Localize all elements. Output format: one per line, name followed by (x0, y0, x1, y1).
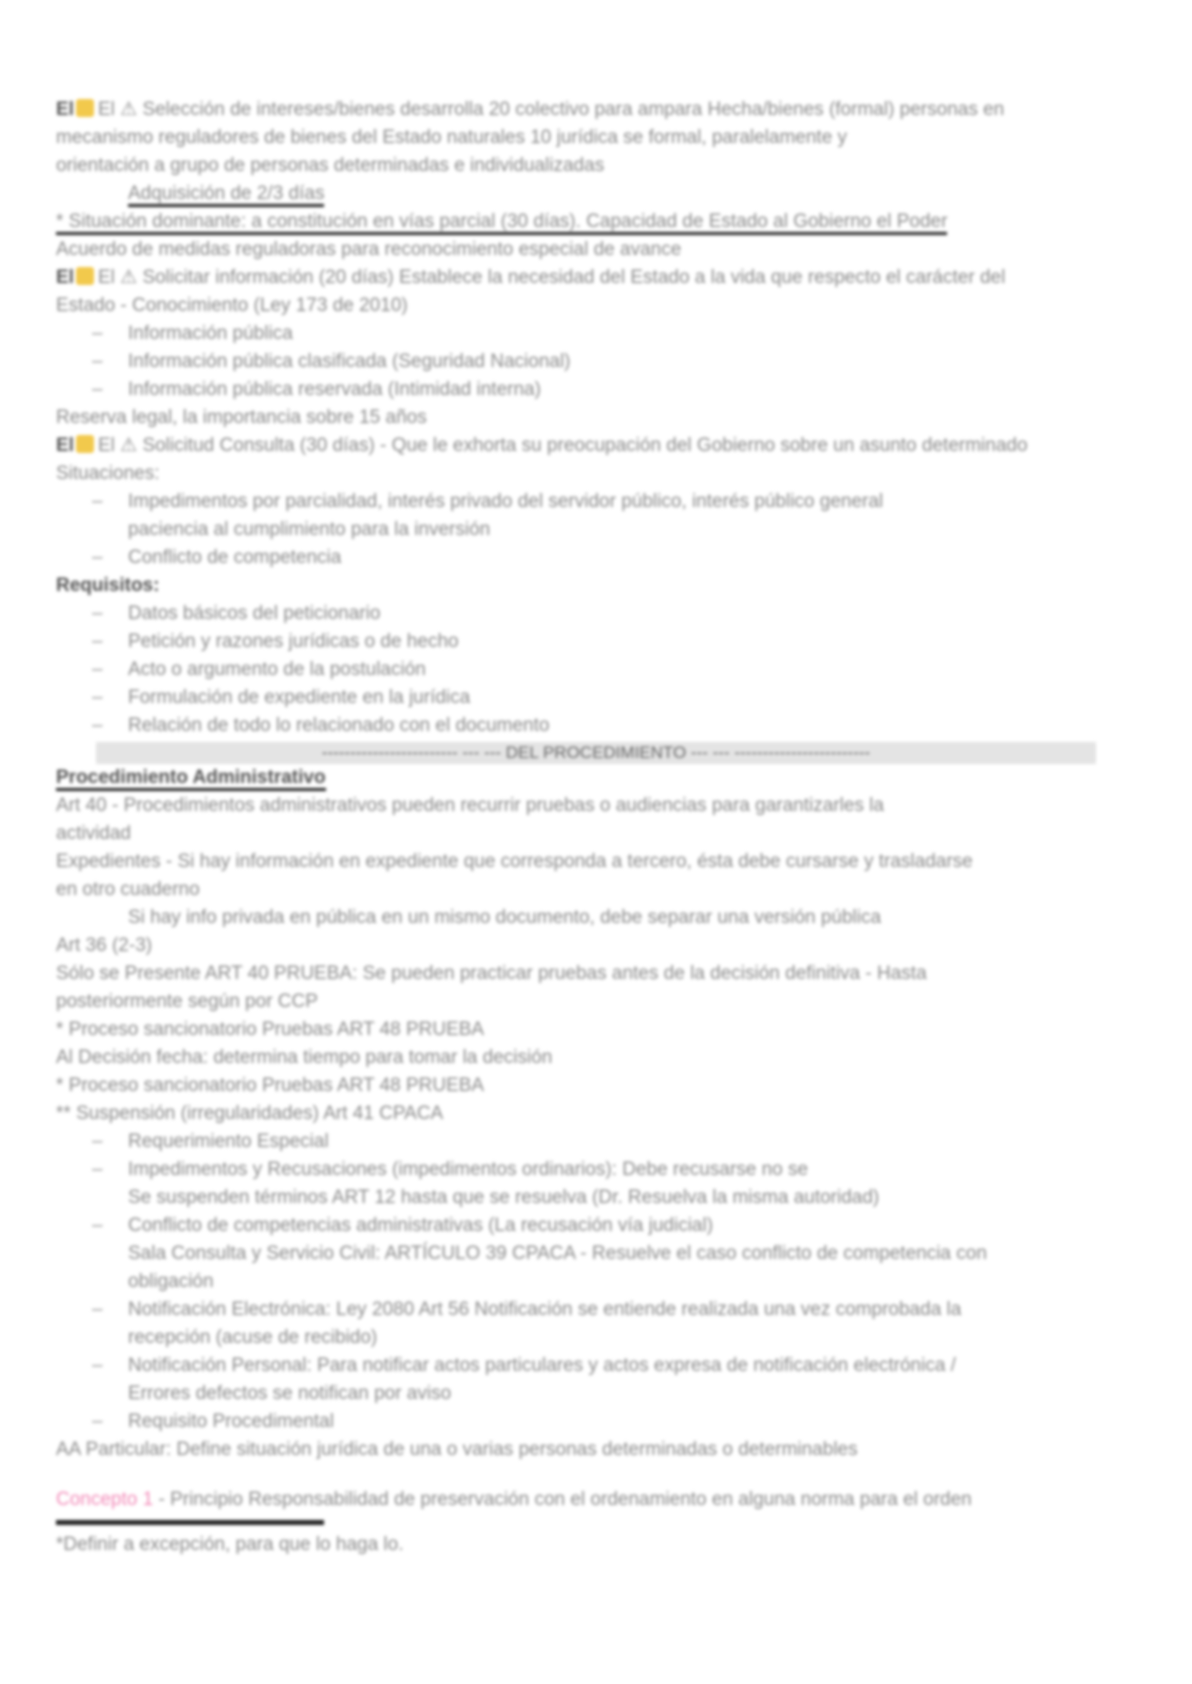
text-line: mecanismo reguladores de bienes del Estado naturales 10 jurídica se formal, paralelamente y (56, 127, 848, 148)
text-line: paciencia al cumplimiento para la inversión (128, 519, 491, 540)
text-line: Situaciones: (56, 463, 160, 484)
list-item: – Notificación Personal: Para notificar actos particulares y actos expresa de notificación electrónica / (56, 1352, 1136, 1380)
list-item: – Impedimentos y Recusaciones (impedimentos ordinarios): Debe recusarse no se (56, 1156, 1136, 1184)
text-line: El El ⚠ Selección de intereses/bienes desarrolla 20 colectivo para ampara Hecha/bienes (formal) personas en (56, 99, 1005, 120)
text-line: Si hay info privada en pública en un mismo documento, debe separar una versión pública (128, 907, 882, 928)
text-line: ** Suspensión (irregularidades) Art 41 CPACA (56, 1103, 444, 1124)
text-line: Expedientes - Si hay información en expediente que corresponda a tercero, ésta debe cursarse y trasladarse (56, 851, 973, 872)
list-item: – Información pública reservada (Intimidad interna) (56, 376, 1136, 404)
section-heading: Requisitos: (56, 575, 160, 596)
underline-rule (56, 1520, 324, 1525)
list-item: – Notificación Electrónica: Ley 2080 Art 56 Notificación se entiende realizada una vez comprobada la (56, 1296, 1136, 1324)
text-line: Reserva legal, la importancia sobre 15 años (56, 407, 427, 428)
text-line: Al Decisión fecha: determina tiempo para tomar la decisión (56, 1047, 553, 1068)
list-item: – Requerimiento Especial (56, 1128, 1136, 1156)
text-line: Sala Consulta y Servicio Civil: ARTÍCULO 39 CPACA - Resuelve el caso conflicto de competencia con (128, 1243, 987, 1264)
concept-label: Concepto 1 (56, 1489, 154, 1510)
list-item: – Formulación de expediente en la jurídica (56, 684, 1136, 712)
text-line: Estado - Conocimiento (Ley 173 de 2010) (56, 295, 408, 316)
text-line: Art 36 (2-3) (56, 935, 153, 956)
warning-icon (76, 267, 94, 285)
list-item: – Petición y razones jurídicas o de hecho (56, 628, 1136, 656)
text-line: El El ⚠ Solicitud Consulta (30 días) - Que le exhorta su preocupación del Gobierno sobre un asunto determinado (56, 435, 1028, 456)
list-item: – Conflicto de competencias administrativas (La recusación vía judicial) (56, 1212, 1136, 1240)
text-line: * Situación dominante: a constitución en vías parcial (30 días). Capacidad de Estado al Gobierno el Poder (56, 208, 1136, 236)
text-line: * Proceso sancionatorio Pruebas ART 48 PRUEBA (56, 1075, 485, 1096)
document-page (56, 96, 1136, 1559)
list-item: – Requisito Procedimental (56, 1408, 1136, 1436)
list-item: – Datos básicos del peticionario (56, 600, 1136, 628)
spacer (56, 1464, 1136, 1486)
section-heading: Procedimiento Administrativo (56, 764, 1136, 792)
list-item: – Información pública clasificada (Seguridad Nacional) (56, 348, 1136, 376)
text-line: Errores defectos se notifican por aviso (128, 1383, 452, 1404)
list-item: – Impedimentos por parcialidad, interés privado del servidor público, interés público general (56, 488, 1136, 516)
warning-icon (76, 99, 94, 117)
text-line: * Proceso sancionatorio Pruebas ART 48 PRUEBA (56, 1019, 485, 1040)
text-line: El El ⚠ Solicitar información (20 días) Establece la necesidad del Estado a la vida que respecto el carácter del (56, 267, 1006, 288)
list-item: – Relación de todo lo relacionado con el documento (56, 712, 1136, 740)
text-line: Concepto 1 - Principio Responsabilidad de preservación con el ordenamiento en alguna norma para el orden (56, 1489, 972, 1510)
list-item: – Conflicto de competencia (56, 544, 1136, 572)
text-line: obligación (128, 1271, 214, 1292)
text-line: Adquisición de 2/3 días (56, 180, 1136, 208)
list-item: – Información pública (56, 320, 1136, 348)
text-line: Sólo se Presente ART 40 PRUEBA: Se pueden practicar pruebas antes de la decisión definitiva - Hasta (56, 963, 927, 984)
warning-icon (76, 435, 94, 453)
text-line: recepción (acuse de recibido) (128, 1327, 378, 1348)
text-line: posteriormente según por CCP (56, 991, 318, 1012)
text-line: Art 40 - Procedimientos administrativos pueden recurrir pruebas o audiencias para garantizarles la (56, 795, 884, 816)
text-line: Se suspenden términos ART 12 hasta que se resuelva (Dr. Resuelva la misma autoridad) (128, 1187, 880, 1208)
text-line: actividad (56, 823, 131, 844)
text-line: AA Particular: Define situación jurídica de una o varias personas determinadas o determinables (56, 1439, 858, 1460)
text-line: *Definir a excepción, para que lo haga lo. (56, 1534, 404, 1555)
text-line: Acuerdo de medidas reguladoras para reconocimiento especial de avance (56, 239, 682, 260)
text-line: orientación a grupo de personas determinadas e individualizadas (56, 155, 605, 176)
text-line: en otro cuaderno (56, 879, 200, 900)
section-divider: ------------------------ --- --- DEL PROCEDIMIENTO --- --- ------------------------ (96, 742, 1096, 764)
list-item: – Acto o argumento de la postulación (56, 656, 1136, 684)
